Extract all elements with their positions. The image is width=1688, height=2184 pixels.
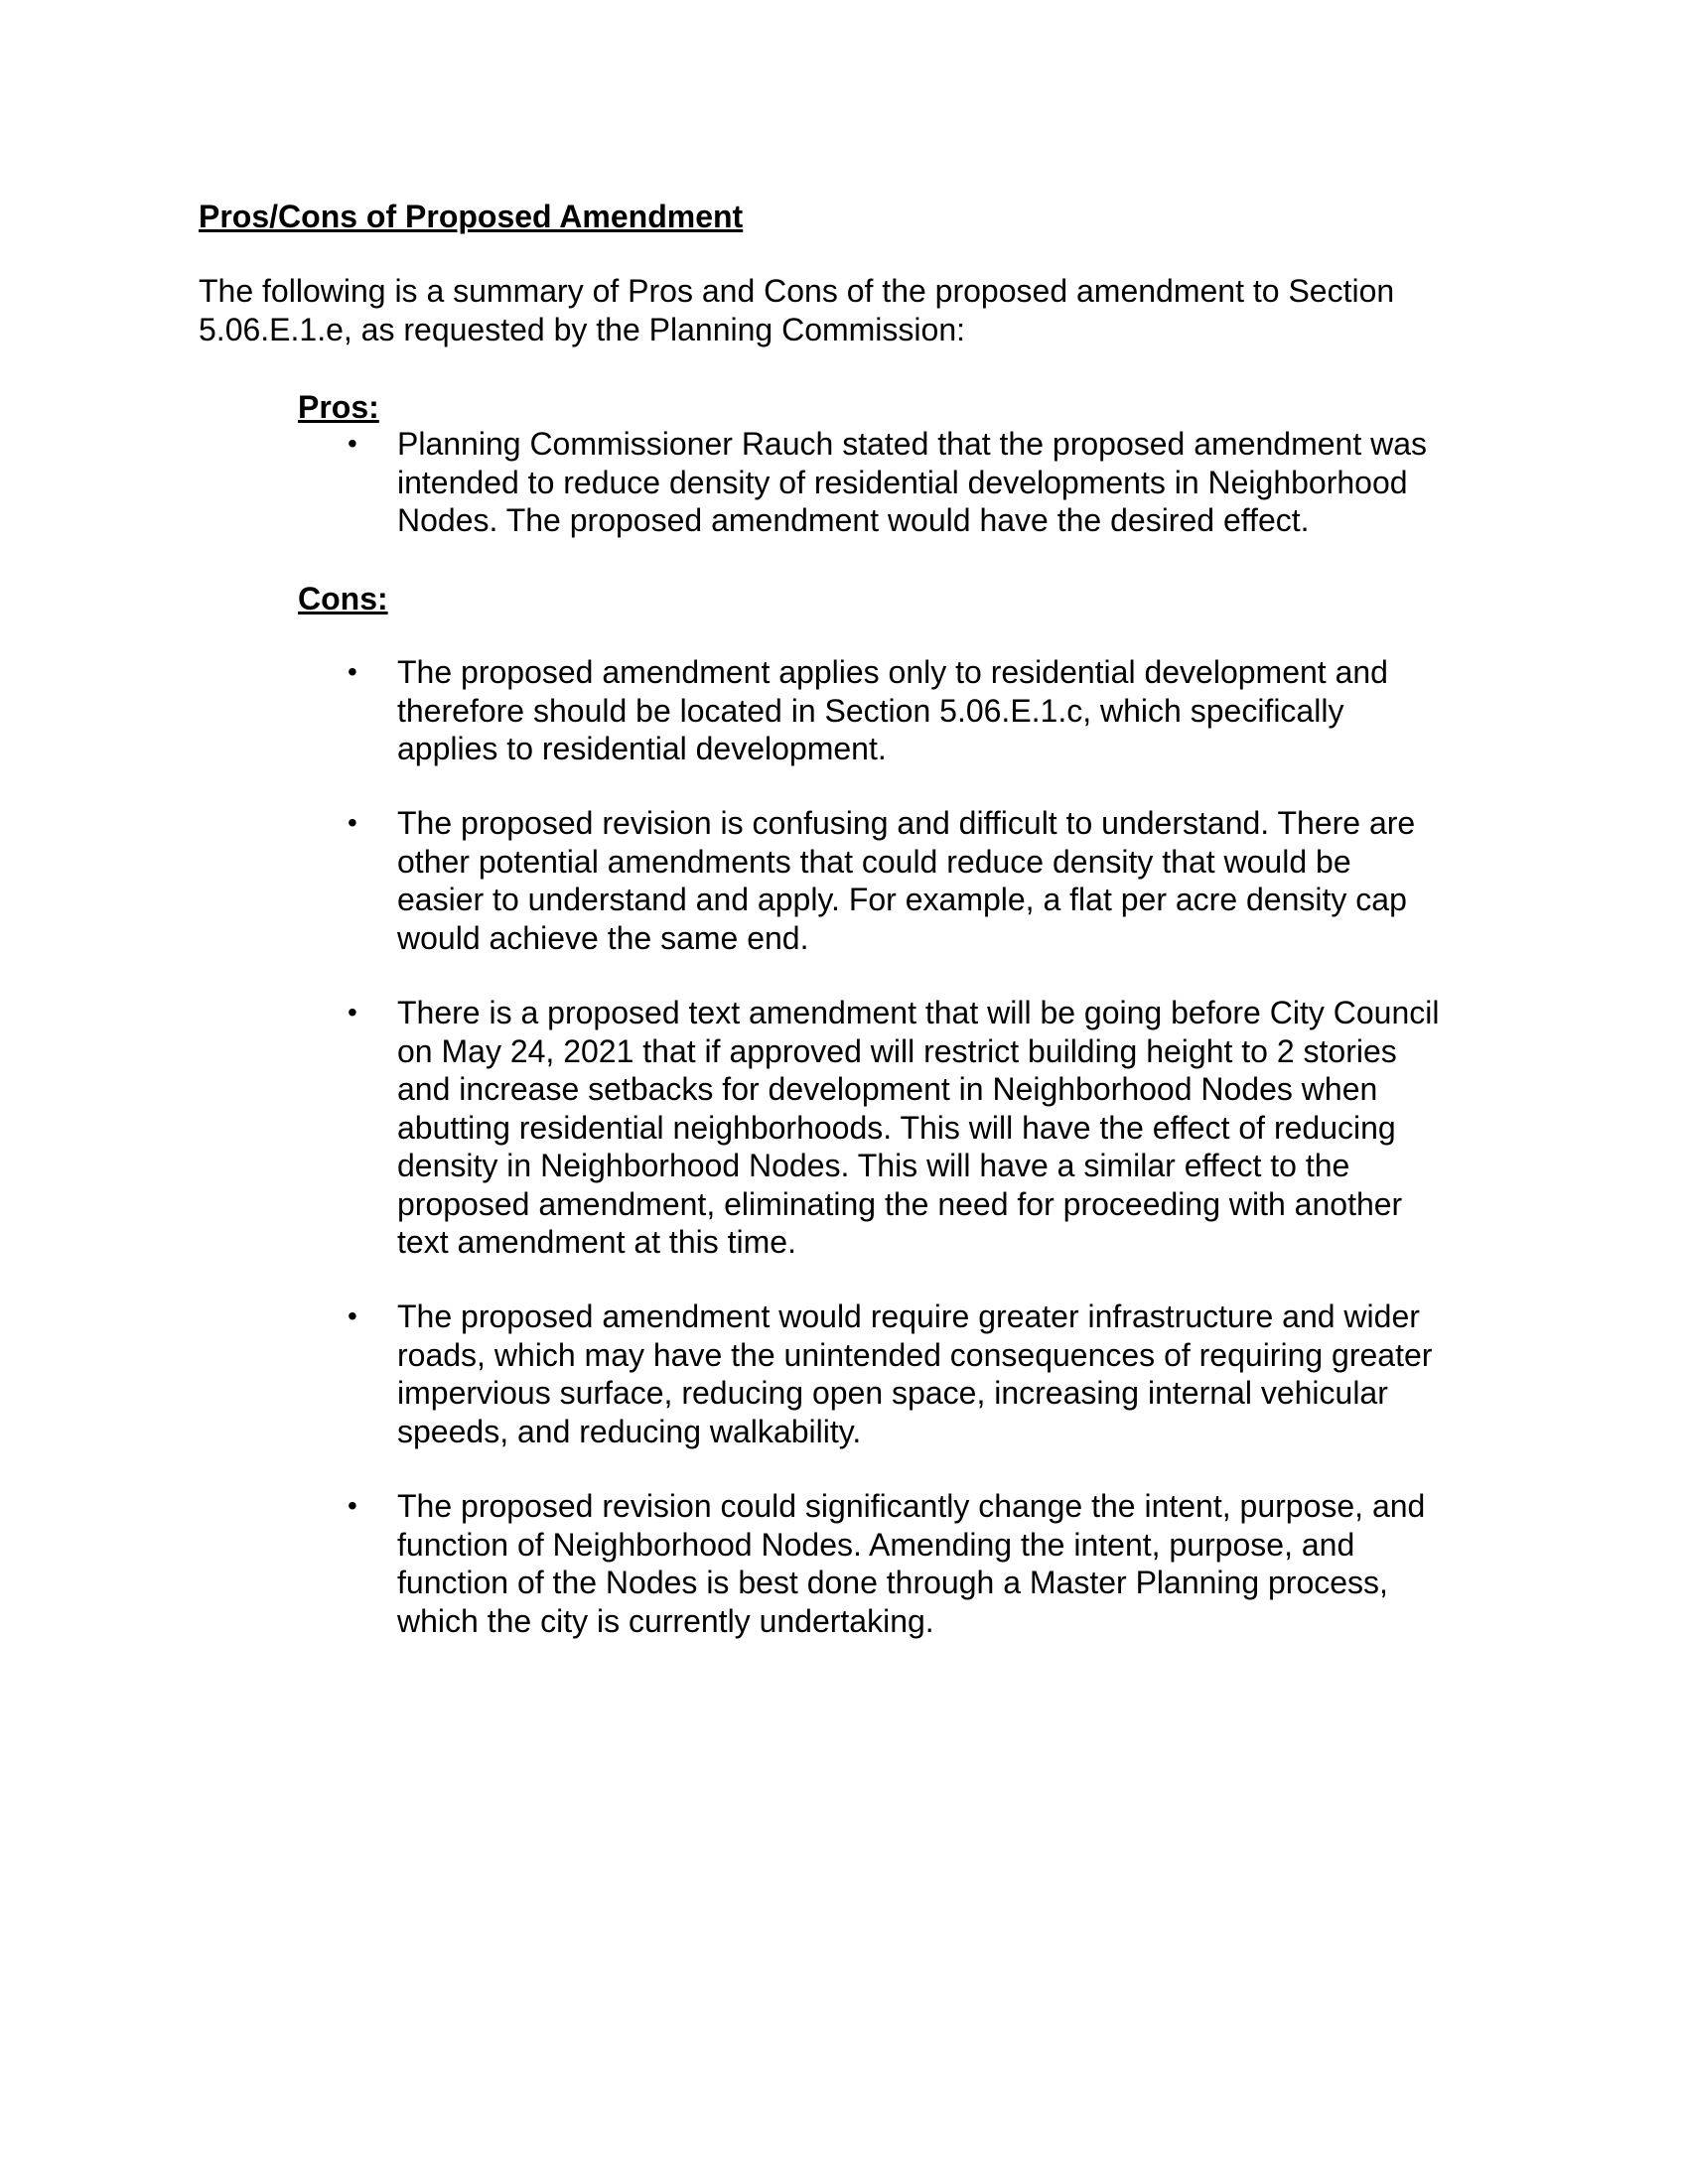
text-line: and increase setbacks for development in Neighborhood Nodes when bbox=[397, 1071, 1378, 1107]
text-line: function of the Nodes is best done through a Master Planning process, bbox=[397, 1565, 1388, 1600]
text-line: speeds, and reducing walkability. bbox=[397, 1413, 862, 1449]
text-line: The proposed amendment applies only to residential development and bbox=[397, 654, 1388, 690]
text-line: The proposed revision is confusing and difficult to understand. There are bbox=[397, 805, 1416, 841]
bullet-icon: • bbox=[348, 1300, 357, 1331]
list-item-text bbox=[397, 1487, 1499, 1640]
page-title: Pros/Cons of Proposed Amendment bbox=[199, 199, 744, 234]
text-line: text amendment at this time. bbox=[397, 1224, 796, 1260]
text-line: on May 24, 2021 that if approved will restrict building height to 2 stories bbox=[397, 1032, 1397, 1069]
bullet-icon: • bbox=[348, 656, 357, 687]
text-line: abutting residential neighborhoods. This will have the effect of reducing bbox=[397, 1109, 1396, 1146]
cons-heading: Cons: bbox=[298, 581, 388, 616]
text-line: proposed amendment, eliminating the need for proceeding with another bbox=[397, 1185, 1403, 1222]
text-line: impervious surface, reducing open space, increasing internal vehicular bbox=[397, 1375, 1388, 1411]
text-line: function of Neighborhood Nodes. Amending the intent, purpose, and bbox=[397, 1526, 1355, 1563]
bullet-icon: • bbox=[348, 1490, 357, 1521]
list-item-text bbox=[397, 804, 1499, 957]
text-line: therefore should be located in Section 5.06.E.1.c, which specifically bbox=[397, 692, 1344, 729]
bullet-icon: • bbox=[348, 428, 357, 459]
list-item-text bbox=[397, 994, 1499, 1262]
text-line: There is a proposed text amendment that will be going before City Council bbox=[397, 995, 1440, 1030]
text-line: roads, which may have the unintended consequences of requiring greater bbox=[397, 1336, 1433, 1373]
intro-line: The following is a summary of Pros and Cons of the proposed amendment to Section bbox=[199, 273, 1395, 309]
list-item-text bbox=[397, 653, 1499, 768]
text-line: other potential amendments that could reduce density that would be bbox=[397, 843, 1351, 880]
pros-heading: Pros: bbox=[298, 389, 379, 425]
text-line: easier to understand and apply. For example, a flat per acre density cap bbox=[397, 882, 1407, 917]
text-line: The proposed amendment would require greater infrastructure and wider bbox=[397, 1298, 1420, 1334]
list-item-text bbox=[397, 1297, 1499, 1450]
text-line: applies to residential development. bbox=[397, 731, 887, 766]
text-line: density in Neighborhood Nodes. This will have a similar effect to the bbox=[397, 1148, 1350, 1183]
intro-paragraph bbox=[199, 272, 1489, 348]
bullet-icon: • bbox=[348, 997, 357, 1027]
text-line: Nodes. The proposed amendment would have the desired effect. bbox=[397, 502, 1310, 538]
intro-line: 5.06.E.1.e, as requested by the Planning Commission: bbox=[199, 311, 965, 347]
text-line: Planning Commissioner Rauch stated that the proposed amendment was bbox=[397, 426, 1428, 462]
bullet-icon: • bbox=[348, 807, 357, 838]
text-line: intended to reduce density of residential developments in Neighborhood bbox=[397, 464, 1408, 500]
list-item-text bbox=[397, 425, 1499, 540]
text-line: The proposed revision could significantly change the intent, purpose, and bbox=[397, 1488, 1426, 1524]
text-line: which the city is currently undertaking. bbox=[397, 1602, 934, 1639]
text-line: would achieve the same end. bbox=[397, 919, 809, 956]
